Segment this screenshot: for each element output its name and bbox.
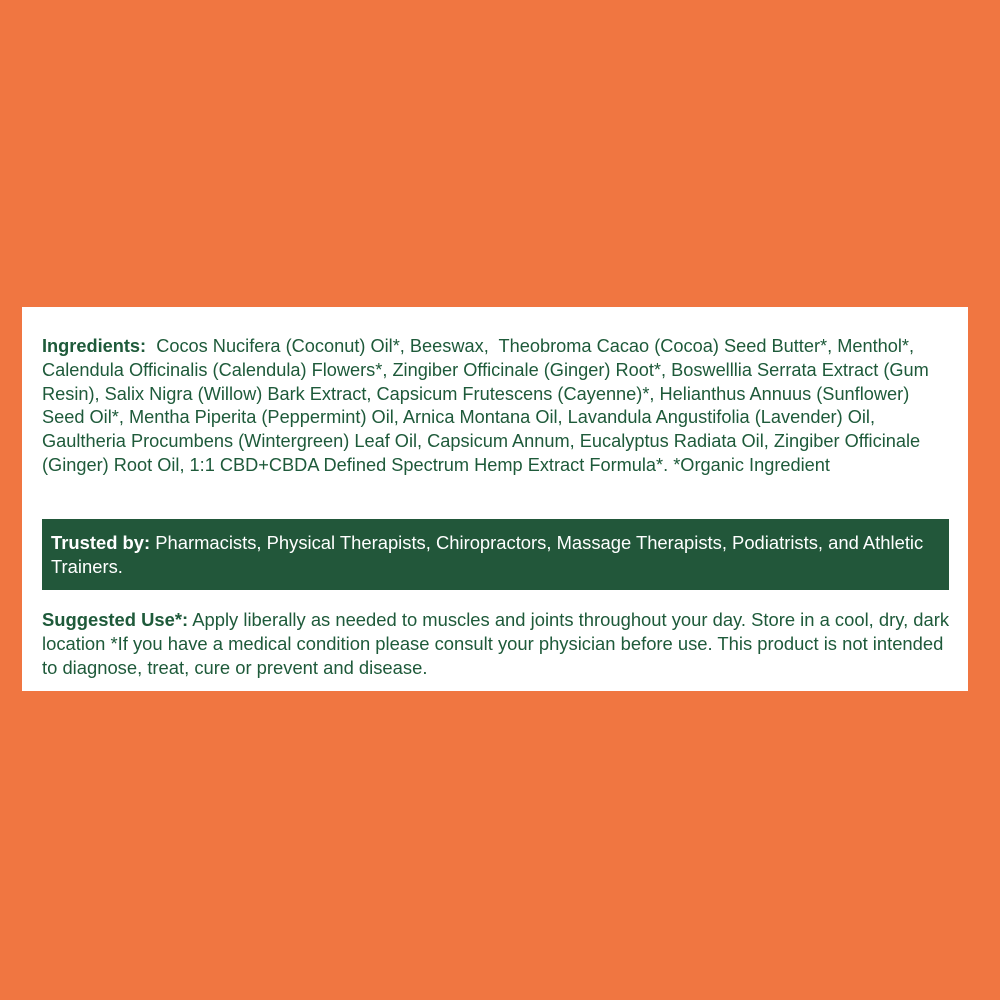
suggested-use-section <box>42 608 962 680</box>
ingredients-text: Cocos Nucifera (Coconut) Oil*, Beeswax, Theobroma Cacao (Cocoa) Seed Butter*, Menthol*, Calendula Officinalis (Calendula) Flowers*, Zingiber Officinale (Ginger) Root*, Boswelllia Serrata Extract (Gum Resin), Salix Nigra (Willow) Bark Extract, Capsicum Frutescens (Cayenne)*, Helianthus Annuus (Sunflower) Seed Oil*, Mentha Piperita (Peppermint) Oil, Arnica Montana Oil, Lavandula Angustifolia (Lavender) Oil, Gaultheria Procumbens (Wintergreen) Leaf Oil, Capsicum Annum, Eucalyptus Radiata Oil, Zingiber Officinale (Ginger) Root Oil, 1:1 CBD+CBDA Defined Spectrum Hemp Extract Formula*. *Organic Ingredient <box>42 336 934 475</box>
trusted-by-section <box>51 531 939 579</box>
suggested-use-heading: Suggested Use*: <box>42 609 189 630</box>
trusted-by-heading: Trusted by: <box>51 532 151 553</box>
ingredients-section <box>42 335 954 478</box>
product-label-card <box>22 307 968 691</box>
suggested-use-text: Apply liberally as needed to muscles and joints throughout your day. Store in a cool, dry, dark location *If you have a medical condition please consult your physician before use. This product is not intended to diagnose, treat, cure or prevent and disease. <box>42 609 950 678</box>
trusted-by-banner <box>42 519 949 590</box>
ingredients-heading: Ingredients: <box>42 336 147 356</box>
trusted-by-text: Pharmacists, Physical Therapists, Chiropractors, Massage Therapists, Podiatrists, and Athletic Trainers. <box>51 532 924 577</box>
